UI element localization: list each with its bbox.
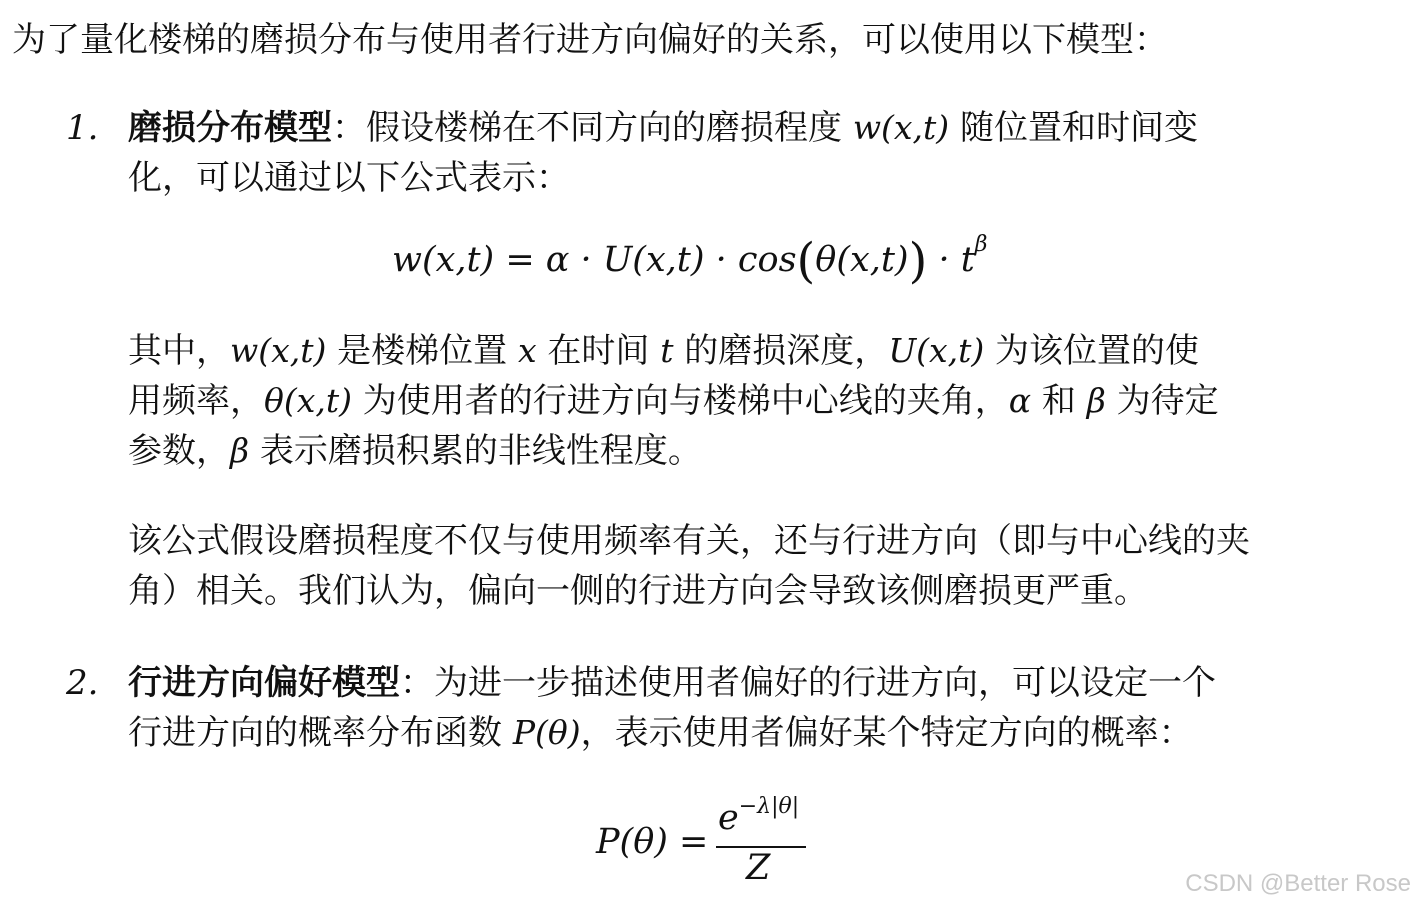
item-title: 行进方向偏好模型 (128, 663, 400, 703)
item-title: 磨损分布模型 (128, 108, 332, 148)
formula-exponent: β (974, 232, 988, 257)
text-segment: 为待定 (1105, 381, 1219, 421)
text-segment: 是楼梯位置 (326, 331, 518, 371)
text-line: 角）相关。我们认为，偏向一侧的行进方向会导致该侧磨损更严重。 (128, 571, 1148, 611)
text-segment: 用频率， (128, 381, 264, 421)
list-number: 2. (66, 663, 99, 703)
text-segment: 的磨损深度， (673, 331, 889, 371)
fraction-numerator (718, 794, 800, 838)
inline-math: t (660, 331, 674, 370)
numerator-exponent: −λ|θ| (738, 794, 800, 819)
inline-math: U(x,t) (888, 331, 985, 370)
inline-math: β (1086, 381, 1106, 420)
text-line: 化，可以通过以下公式表示： (128, 158, 570, 198)
text-line (128, 426, 1398, 476)
text-line (128, 708, 1396, 758)
text-segment: ：为进一步描述使用者偏好的行进方向，可以设定一个 (400, 663, 1216, 703)
text-segment: 随位置和时间变 (949, 108, 1198, 148)
text-segment: 参数， (128, 431, 230, 471)
probability-formula (596, 790, 826, 890)
formula-fraction (716, 790, 808, 890)
list-number: 1. (66, 108, 99, 148)
list-item-body (128, 658, 1396, 758)
text-segment: 为该位置的使 (984, 331, 1200, 371)
text-segment: 在时间 (536, 331, 661, 371)
text-line (128, 103, 1396, 153)
intro-paragraph: 为了量化楼梯的磨损分布与使用者行进方向偏好的关系，可以使用以下模型： (12, 20, 1168, 60)
text-line (128, 326, 1398, 376)
inline-math: w(x,t) (852, 108, 950, 147)
fraction-denominator: Z (746, 848, 771, 888)
text-segment: 为使用者的行进方向与楼梯中心线的夹角， (351, 381, 1009, 421)
text-segment: 行进方向的概率分布函数 (128, 713, 513, 753)
text-line: 该公式假设磨损程度不仅与使用频率有关，还与行进方向（即与中心线的夹 (128, 521, 1250, 561)
list-item-body (128, 103, 1396, 203)
formula-paren-open: ( (796, 233, 816, 289)
assumption-paragraph (128, 516, 1398, 616)
text-segment: 其中， (128, 331, 230, 371)
variables-explanation (128, 326, 1398, 476)
text-segment: ：假设楼梯在不同方向的磨损程度 (332, 108, 853, 148)
numerator-base: e (718, 798, 739, 838)
inline-math: α (1008, 381, 1032, 420)
inline-math: β (230, 431, 250, 470)
formula-paren-close: ) (908, 233, 928, 289)
text-segment: ，表示使用者偏好某个特定方向的概率： (580, 713, 1193, 753)
text-segment: 表示磨损积累的非线性程度。 (249, 431, 702, 471)
formula-lhs: P(θ) = (596, 822, 709, 862)
text-line (128, 658, 1396, 708)
formula-lhs: w(x,t) = α · U(x,t) · cos (392, 240, 797, 280)
text-line (128, 376, 1398, 426)
inline-math: P(θ) (512, 713, 581, 752)
formula-tail: · t (927, 240, 975, 280)
inline-math: w(x,t) (230, 331, 327, 370)
wear-formula (392, 232, 988, 289)
inline-math: x (517, 331, 537, 370)
inline-math: θ(x,t) (264, 381, 352, 420)
text-segment: 和 (1031, 381, 1087, 421)
formula-inner: θ(x,t) (815, 240, 909, 280)
watermark: CSDN @Better Rose (1185, 870, 1411, 897)
